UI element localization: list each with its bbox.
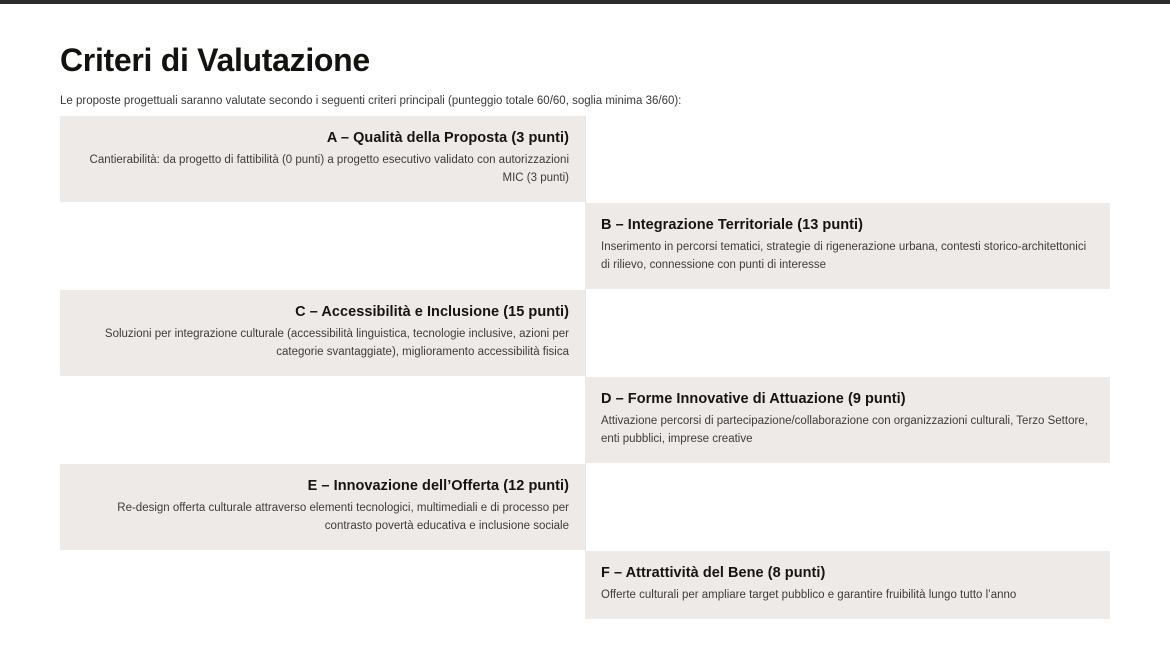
- criterion-card-a[interactable]: [60, 116, 585, 202]
- criterion-heading: F – Attrattività del Bene (8 punti): [601, 565, 826, 581]
- criterion-heading: C – Accessibilità e Inclusione (15 punti): [295, 304, 569, 320]
- timeline-row: [0, 464, 1170, 551]
- page-subtitle: Le proposte progettuali saranno valutate secondo i seguenti criteri principali (punteggio totale 60/60, soglia minima 36/60):: [60, 95, 682, 107]
- criterion-card-b[interactable]: [585, 203, 1110, 289]
- criterion-heading: E – Innovazione dell’Offerta (12 punti): [307, 478, 569, 494]
- criterion-card-c[interactable]: [60, 290, 585, 376]
- timeline-row: [0, 377, 1170, 464]
- criterion-card-d[interactable]: [585, 377, 1110, 463]
- page-title: Criteri di Valutazione: [60, 42, 370, 78]
- criterion-description: Cantierabilità: da progetto di fattibilità (0 punti) a progetto esecutivo validato con autorizzazioni MIC (3 punti): [89, 154, 569, 184]
- timeline-row: [0, 290, 1170, 377]
- criterion-description: Inserimento in percorsi tematici, strategie di rigenerazione urbana, contesti storico-architettonici di rilievo, connessione con punti di interesse: [601, 241, 1087, 271]
- criterion-card-f[interactable]: [585, 551, 1110, 619]
- timeline-row: [0, 116, 1170, 203]
- top-accent-bar: [0, 0, 1170, 4]
- criterion-heading: A – Qualità della Proposta (3 punti): [326, 130, 569, 146]
- criterion-heading: B – Integrazione Territoriale (13 punti): [601, 217, 863, 233]
- criterion-description: Soluzioni per integrazione culturale (accessibilità linguistica, tecnologie inclusive, azioni per categorie svantaggiate), miglioramento accessibilità fisica: [104, 328, 569, 358]
- criterion-heading: D – Forme Innovative di Attuazione (9 punti): [601, 391, 906, 407]
- criterion-description: Attivazione percorsi di partecipazione/collaborazione con organizzazioni culturali, Terzo Settore, enti pubblici, imprese creative: [601, 415, 1088, 445]
- timeline-row: [0, 203, 1170, 290]
- criterion-description: Offerte culturali per ampliare target pubblico e garantire fruibilità lungo tutto l’anno: [601, 589, 1017, 602]
- criterion-card-e[interactable]: [60, 464, 585, 550]
- criteria-timeline: [0, 116, 1170, 621]
- criterion-description: Re-design offerta culturale attraverso elementi tecnologici, multimediali e di processo per contrasto povertà educativa e inclusione sociale: [117, 502, 569, 532]
- timeline-row: [0, 551, 1170, 621]
